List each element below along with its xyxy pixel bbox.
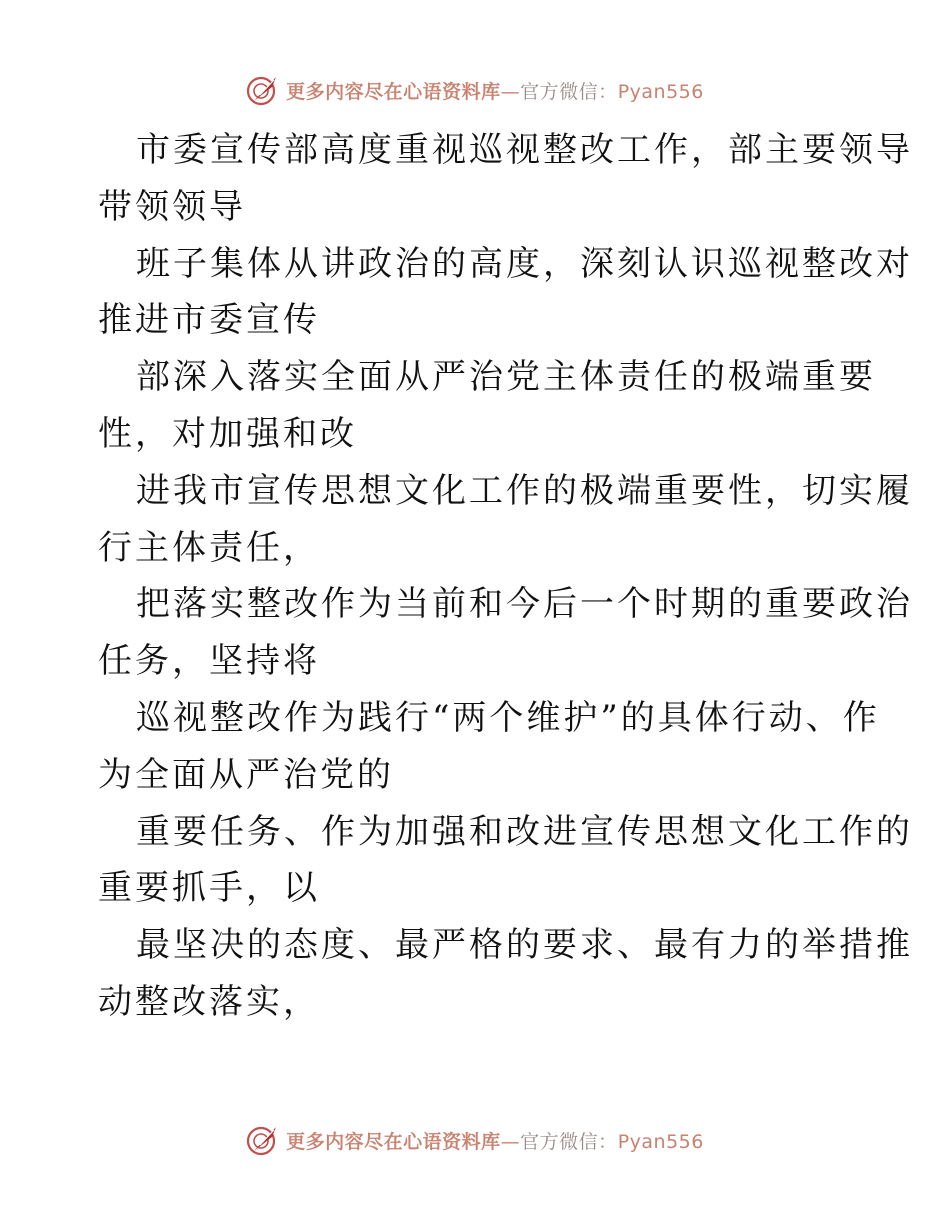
banner-dash: — — [500, 1130, 521, 1153]
banner-wechat-id: Pyan556 — [617, 1130, 704, 1153]
body-line: 进我市宣传思想文化工作的极端重要性，切实履 — [136, 470, 913, 511]
body-line: 推进市委宣传 — [98, 300, 320, 341]
header-banner — [0, 70, 950, 110]
banner-site-text: 更多内容尽在心语资料库 — [286, 1130, 501, 1153]
body-line: 带领领导 — [98, 186, 246, 227]
body-line: 动整改落实， — [98, 981, 320, 1022]
quill-pen-circle-icon — [246, 1123, 280, 1157]
body-line: 最坚决的态度、最严格的要求、最有力的举措推 — [136, 925, 913, 966]
body-line: 任务，坚持将 — [98, 641, 320, 682]
body-line: 部深入落实全面从严治党主体责任的极端重要 — [136, 357, 876, 398]
banner-official-label: 官方微信： — [520, 1130, 618, 1153]
body-line: 为全面从严治党的 — [98, 754, 394, 795]
body-line: 性，对加强和改 — [98, 413, 357, 454]
body-line: 重要抓手，以 — [98, 868, 320, 909]
banner-site-text: 更多内容尽在心语资料库 — [286, 80, 501, 103]
banner-official-label: 官方微信： — [520, 80, 618, 103]
body-line: 市委宣传部高度重视巡视整改工作，部主要领导 — [136, 130, 913, 170]
body-line: 重要任务、作为加强和改进宣传思想文化工作的 — [136, 811, 913, 852]
document-body — [98, 122, 913, 1031]
body-line: 巡视整改作为践行“两个维护”的具体行动、作 — [136, 697, 880, 738]
banner-dash: — — [500, 80, 521, 103]
footer-banner — [0, 1120, 950, 1160]
body-line: 班子集体从讲政治的高度，深刻认识巡视整改对 — [136, 243, 913, 284]
body-line: 把落实整改作为当前和今后一个时期的重要政治 — [136, 584, 913, 625]
quill-pen-circle-icon — [246, 73, 280, 107]
body-line: 行主体责任， — [98, 527, 320, 568]
banner-wechat-id: Pyan556 — [617, 80, 704, 103]
